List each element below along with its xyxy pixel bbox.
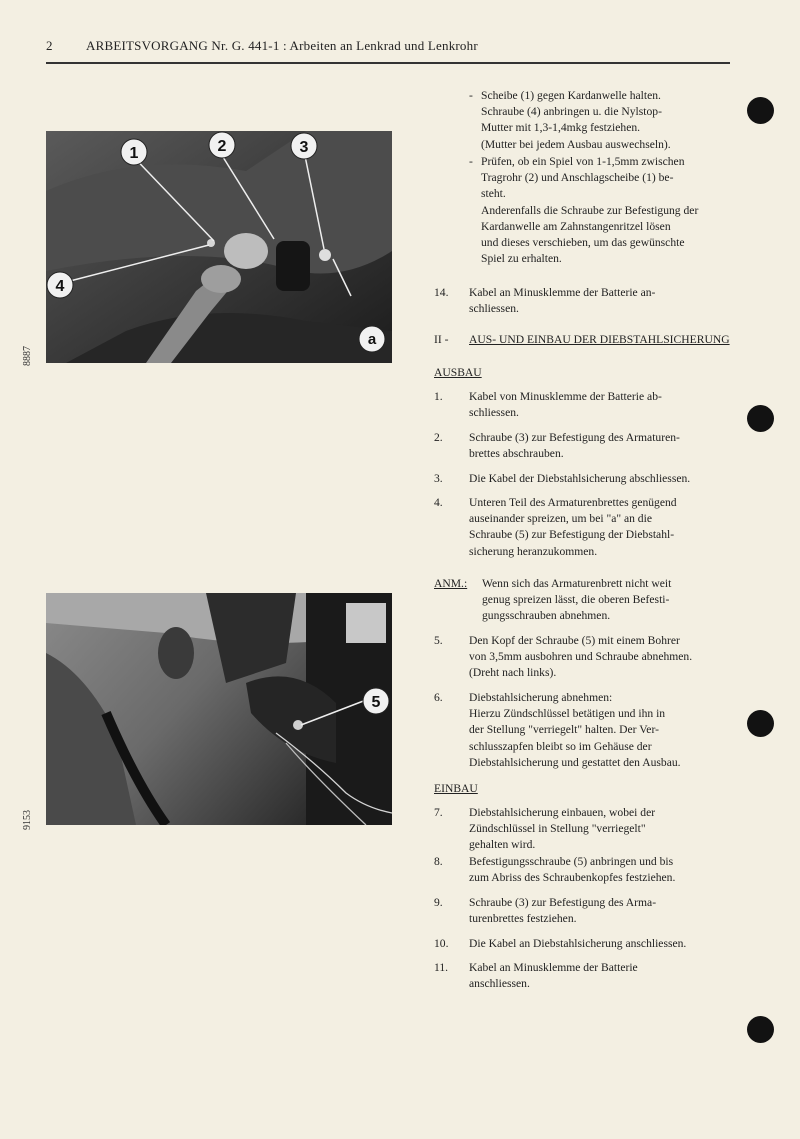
svg-text:1: 1 xyxy=(129,145,139,162)
callout-5 xyxy=(363,688,389,714)
page-header xyxy=(46,36,730,64)
callout-2 xyxy=(209,132,235,158)
photo-steering-shaft xyxy=(46,131,392,363)
manual-page: 2 ARBEITSVORGANG Nr. G. 441-1 : Arbeiten an Lenkrad und Lenkrohr 1 2 3 4 a 8887 5 9153 - Scheibe (1) gegen Kardanwelle halten. Schraube (4) anbringen u. die Nylstop- Mutter mit 1,3-1,4mkg festziehen. (Mutter bei jedem Ausbau auswechseln). - Prüfen, ob ein Spiel von 1-1,5mm zwischen Tragrohr (2) und Anschlagscheibe (1) be- steht. Anderenfalls die Schraube zur Befestigung der Kardanwelle am Zahnstangenritzel lösen und dieses verschieben, um das gewünschte Spiel zu erhalten. 14. Kabel an Minusklemme der Batterie an- schliessen. II - AUS- UND EINBAU DER DIEBSTAHLSICHERUNG AUSBAU 1. Kabel von Minusklemme der Batterie ab- schliessen. 2. Schraube (3) zur Befestigung des Armaturen- brettes abschrauben. 3. Die Kabel der Diebstahlsicherung abschliessen. 4. Unteren Teil des Armaturenbrettes genügend auseinander spreizen, um bei "a" an die Schraube (5) zur Befestigung der Diebstahl- sicherung heranzukommen. ANM.: Wenn sich das Armaturenbrett nicht weit genug spreizen lässt, die oberen Befesti- gungsschrauben abnehmen. 5. Den Kopf der Schraube (5) mit einem Bohrer von 3,5mm ausbohren und Schraube abnehmen. (Dreht nach links). 6. Diebstahlsicherung abnehmen: Hierzu Zündschlüssel betätigen und ihn in der Stellung "verriegelt" halten. Der Ver- schlusszapfen bleibt so im Gehäuse der Diebstahlsicherung und gestattet den Ausbau. EINBAU 7. Diebstahlsicherung einbauen, wobei der Zündschlüssel in Stellung "verriegelt" gehalten wird. 8. Befestigungsschraube (5) anbringen und bis zum Abriss des Schraubenkopfes festziehen. 9. Schraube (3) zur Befestigung des Arma- turenbrettes festziehen. 10. Die Kabel an Diebstahlsicherung anschliessen. 11. Kabel an Minusklemme der Batterie anschliessen. xyxy=(0,0,800,1139)
callout-1 xyxy=(121,139,147,165)
svg-text:5: 5 xyxy=(371,694,381,711)
binder-hole xyxy=(747,1016,774,1043)
photo-id-8887: 8887 xyxy=(22,346,33,366)
photo-anti-theft-lock xyxy=(46,593,392,825)
callout-4 xyxy=(47,272,73,298)
steering-shaft-image xyxy=(46,131,392,363)
photo-id-9153: 9153 xyxy=(22,810,33,830)
page-title: ARBEITSVORGANG Nr. G. 441-1 : Arbeiten an Lenkrad und Lenkrohr xyxy=(86,38,478,53)
svg-text:a: a xyxy=(367,331,377,348)
ausbau-heading: AUSBAU xyxy=(434,366,482,379)
svg-text:2: 2 xyxy=(217,138,227,155)
callout-3 xyxy=(291,133,317,159)
einbau-heading: EINBAU xyxy=(434,782,478,795)
svg-text:3: 3 xyxy=(299,139,309,156)
anti-theft-lock-image xyxy=(46,593,392,825)
page-number: 2 xyxy=(46,38,53,53)
svg-text:4: 4 xyxy=(55,278,65,295)
callout-a xyxy=(359,326,385,352)
